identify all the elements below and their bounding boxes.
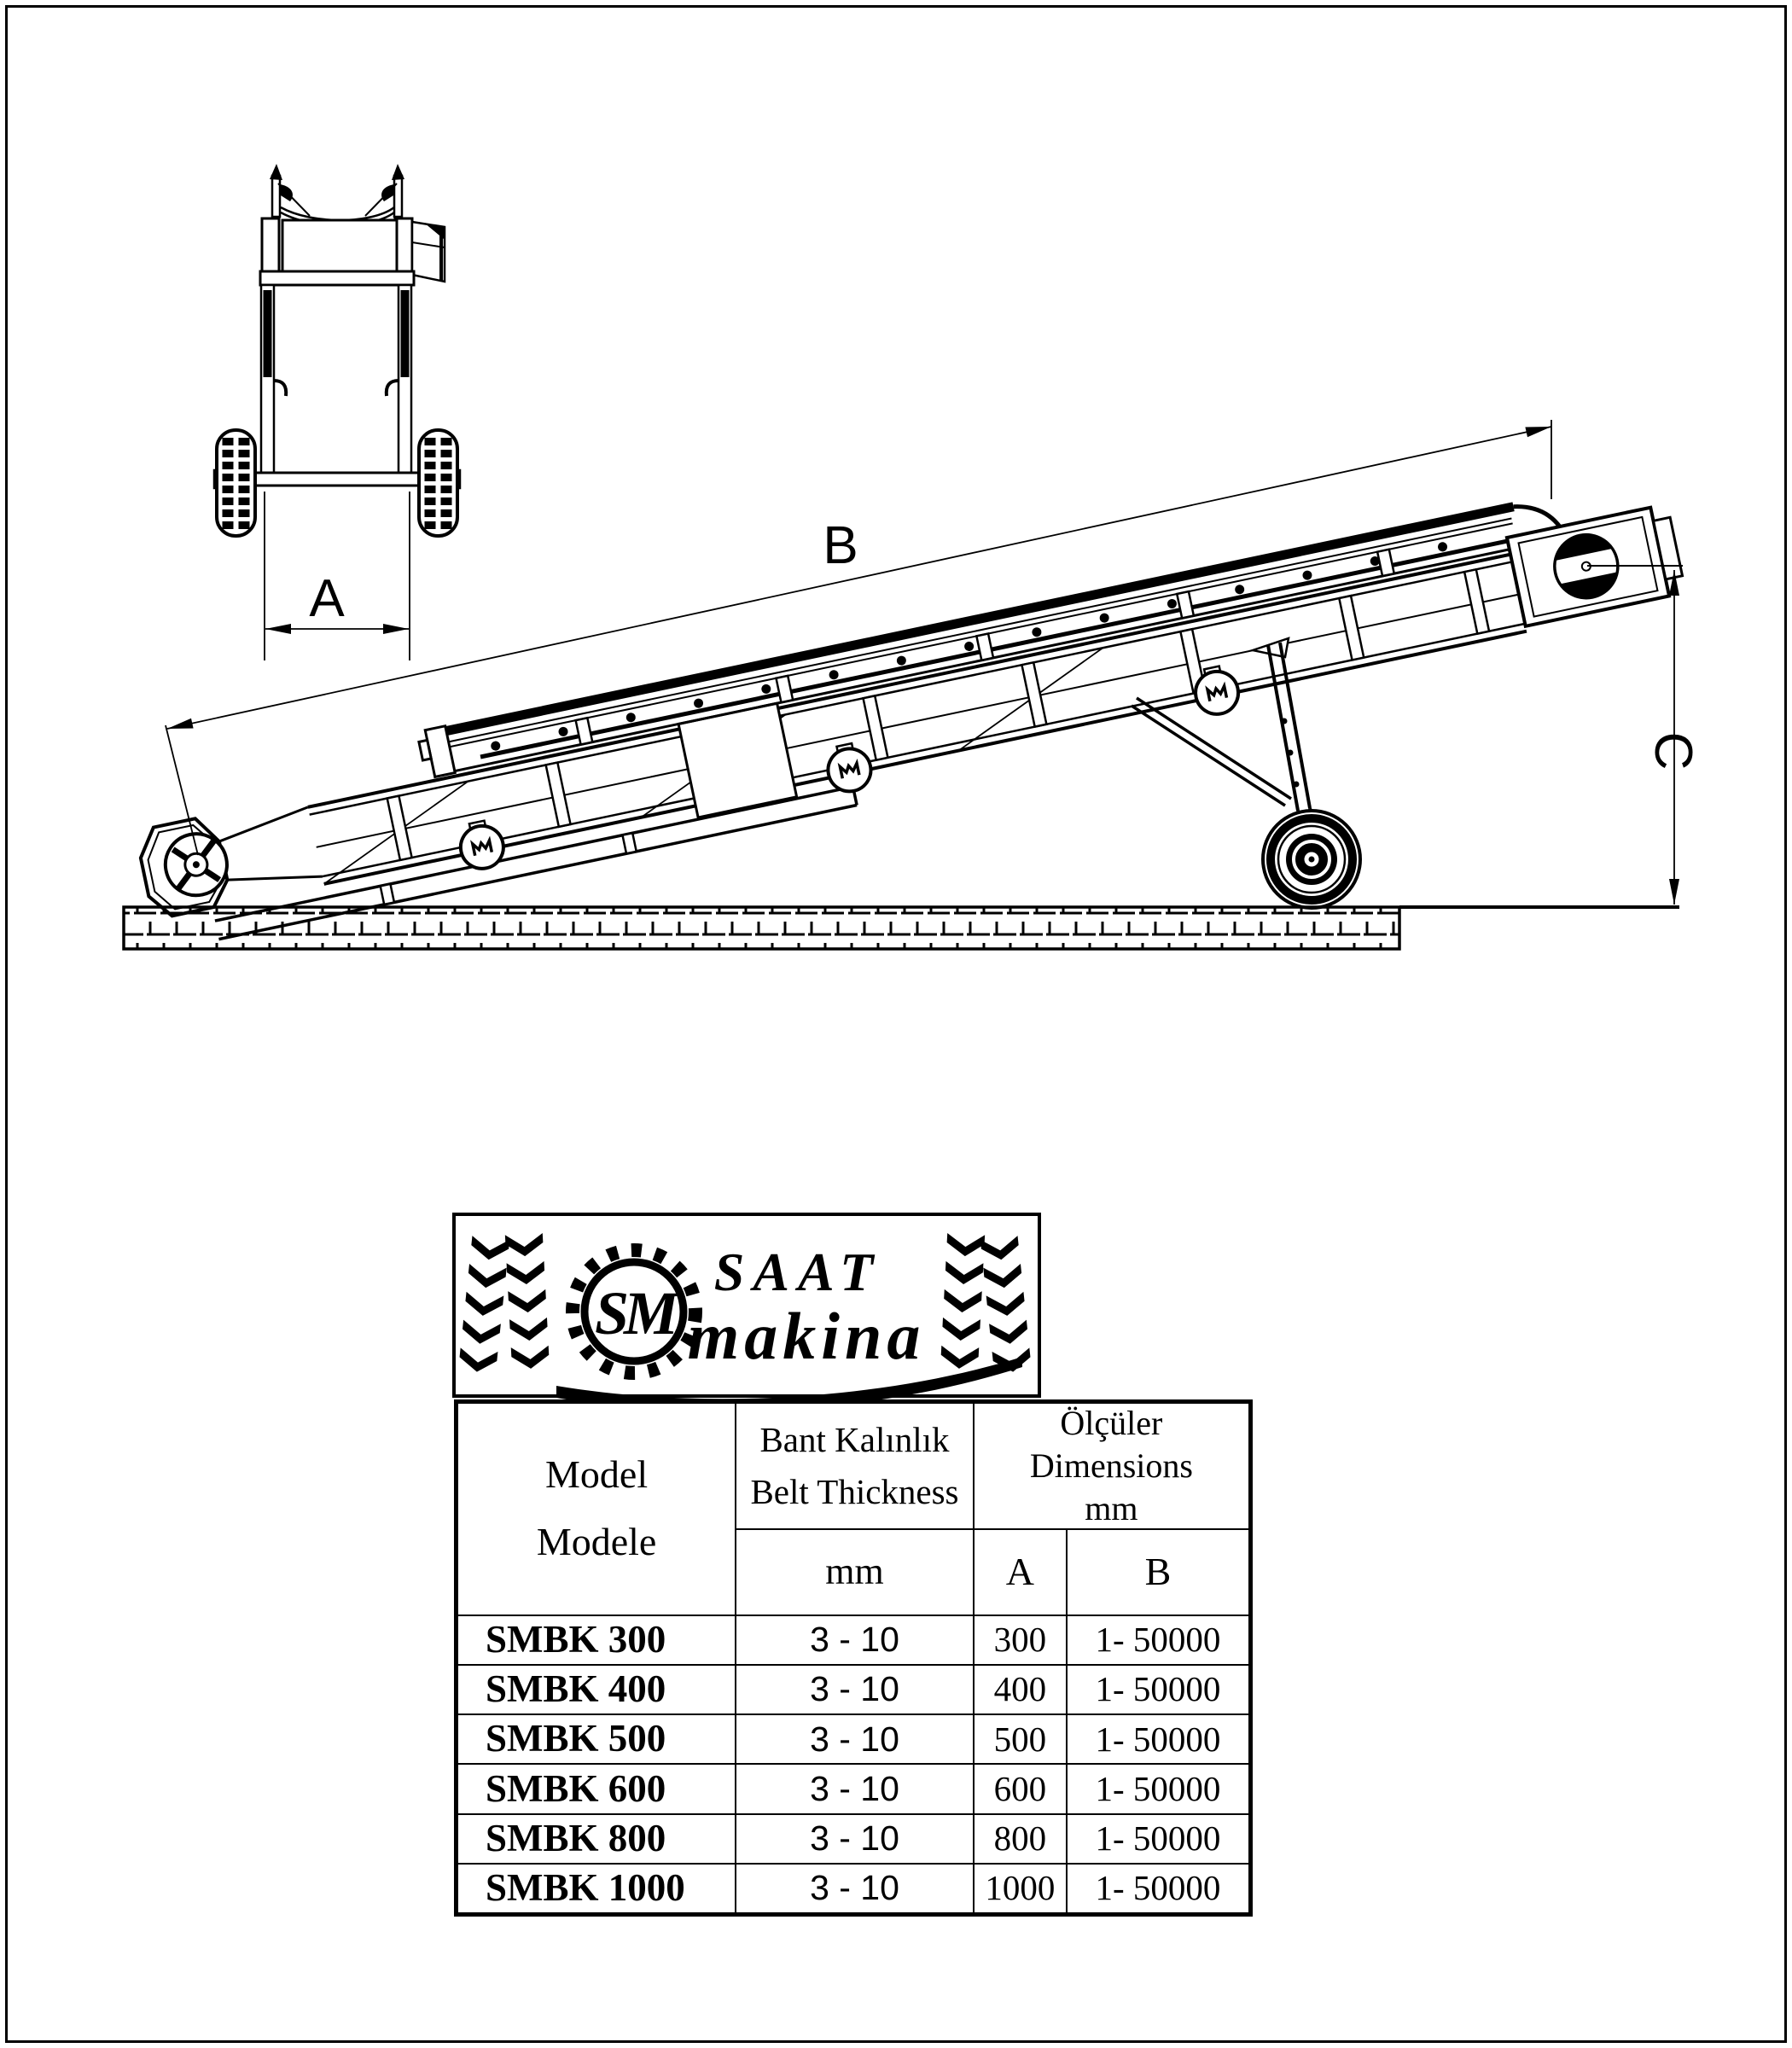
header-model: [457, 1403, 736, 1615]
row-dim-a: 1000: [974, 1864, 1067, 1913]
brand-name-top: SAAT: [713, 1242, 882, 1302]
front-view: [214, 164, 460, 660]
row-model: SMBK 500: [457, 1714, 736, 1764]
dimension-b-label: B: [823, 516, 858, 575]
side-view: [124, 420, 1702, 951]
header-thickness-unit: mm: [736, 1529, 974, 1615]
dimension-a-label: A: [309, 569, 345, 628]
logo-box: [454, 1214, 1039, 1411]
row-model: SMBK 400: [457, 1665, 736, 1714]
row-dim-b: 1- 50000: [1067, 1864, 1249, 1913]
ground: [124, 907, 1679, 949]
row-dim-a: 500: [974, 1714, 1067, 1764]
side-wheel: [1263, 811, 1360, 908]
front-wheel-left: [217, 430, 255, 536]
row-thickness: 3 - 10: [736, 1665, 974, 1714]
header-model-line2: Modele: [536, 1520, 657, 1564]
header-model-line1: Model: [545, 1452, 649, 1497]
brand-name-bottom: makina: [687, 1299, 926, 1373]
dimension-c-label: C: [1644, 731, 1702, 771]
header-dims-line2: Dimensions: [1029, 1446, 1193, 1485]
row-dim-b: 1- 50000: [1067, 1615, 1249, 1665]
row-model: SMBK 600: [457, 1764, 736, 1813]
row-dim-b: 1- 50000: [1067, 1714, 1249, 1764]
row-dim-a: 600: [974, 1764, 1067, 1813]
row-thickness: 3 - 10: [736, 1615, 974, 1665]
row-dim-a: 300: [974, 1615, 1067, 1665]
header-col-a: A: [974, 1529, 1067, 1615]
row-dim-b: 1- 50000: [1067, 1665, 1249, 1714]
header-thickness-line2: Belt Thickness: [750, 1472, 959, 1511]
row-thickness: 3 - 10: [736, 1764, 974, 1813]
header-dimensions: [974, 1403, 1249, 1529]
front-wheel-right: [419, 430, 457, 536]
header-dims-line1: Ölçüler: [1060, 1404, 1163, 1442]
gear-logo: [573, 1250, 695, 1373]
header-thickness-line1: Bant Kalınlık: [759, 1419, 950, 1459]
row-thickness: 3 - 10: [736, 1714, 974, 1764]
row-model: SMBK 300: [457, 1615, 736, 1665]
header-belt-thickness: [736, 1403, 974, 1529]
row-model: SMBK 800: [457, 1814, 736, 1864]
logo-monogram: SM: [594, 1279, 674, 1347]
row-thickness: 3 - 10: [736, 1864, 974, 1913]
row-dim-b: 1- 50000: [1067, 1814, 1249, 1864]
row-dim-a: 800: [974, 1814, 1067, 1864]
tail-pulley: [135, 814, 236, 920]
bolt-dots: [490, 541, 1448, 751]
row-dim-b: 1- 50000: [1067, 1764, 1249, 1813]
header-col-b: B: [1067, 1529, 1249, 1615]
row-model: SMBK 1000: [457, 1864, 736, 1913]
header-dims-line3: mm: [1085, 1489, 1138, 1527]
row-thickness: 3 - 10: [736, 1814, 974, 1864]
spec-table: [454, 1399, 1253, 1917]
row-dim-a: 400: [974, 1665, 1067, 1714]
